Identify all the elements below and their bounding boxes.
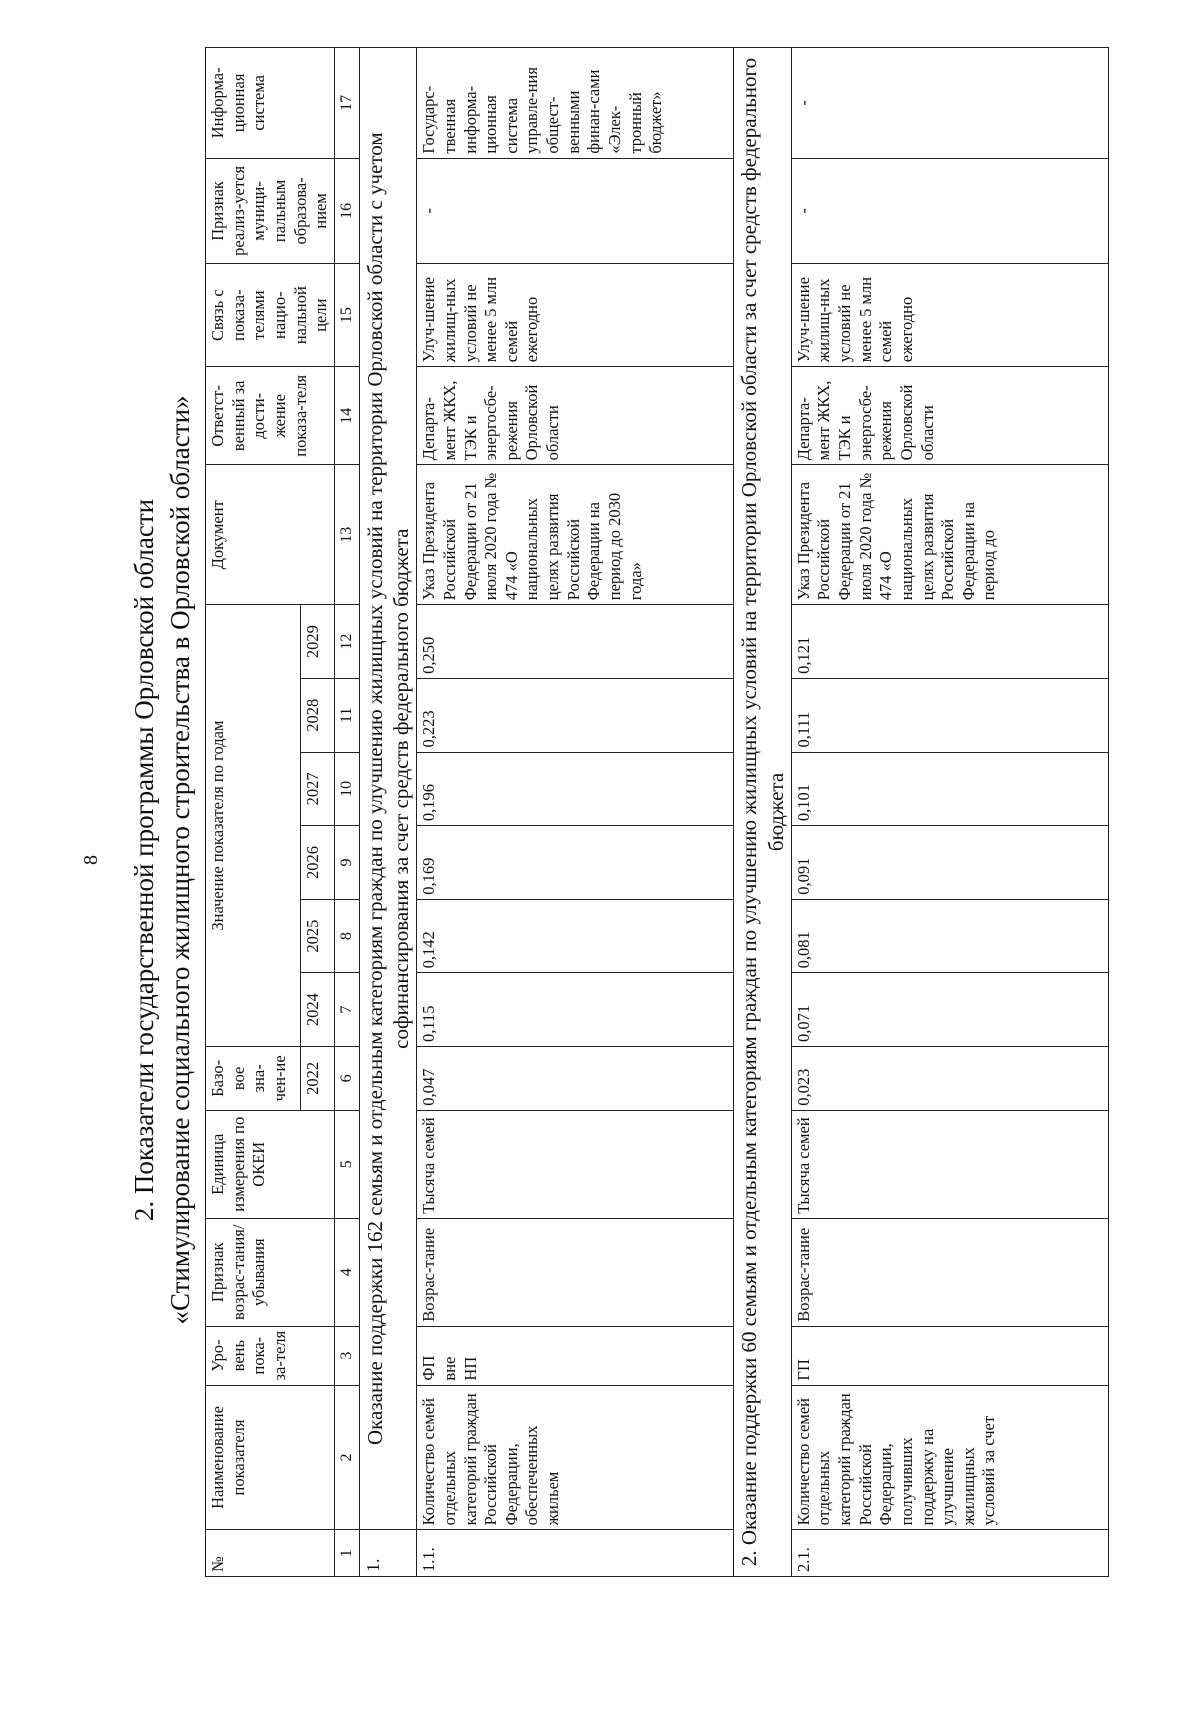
indicator-infosys: - <box>791 48 1108 159</box>
value-2029: 0,250 <box>417 605 734 679</box>
row-number: 2.1. <box>791 1530 1108 1577</box>
col-number: 17 <box>334 48 359 159</box>
header-trend: Признак возрас-тания/ убывания <box>206 1218 335 1326</box>
col-number: 8 <box>334 899 359 973</box>
col-number: 16 <box>334 158 359 264</box>
col-number: 11 <box>334 678 359 752</box>
indicator-trend: Возрас-тание <box>791 1218 1108 1326</box>
year-2026: 2026 <box>301 826 335 900</box>
indicator-unit: Тысяча семей <box>417 1110 734 1218</box>
header-name: Наименование показателя <box>206 1385 335 1530</box>
year-base: 2022 <box>301 1046 335 1110</box>
header-base: Базо-вое зна-чен-ие <box>206 1046 301 1110</box>
table-row-1-1 <box>417 48 734 1577</box>
col-number: 5 <box>334 1110 359 1218</box>
indicator-link: Улуч-шение жилищ-ных условий не менее 5 млн семей ежегодно <box>791 264 1108 367</box>
section-2-row <box>734 48 792 1577</box>
section-2-title: 2. Оказание поддержки 60 семьям и отдельным категориям граждан по улучшению жилищных условий на территории Орловской области за счет средств федерального бюджета <box>734 48 792 1577</box>
section-1-row <box>359 48 417 1577</box>
col-number: 6 <box>334 1046 359 1110</box>
header-municipal: Признак реализ-уется муници-пальным образова-нием <box>206 158 335 264</box>
value-2028: 0,223 <box>417 678 734 752</box>
header-responsible: Ответст-венный за дости-жение показа-теля <box>206 367 335 465</box>
header-document: Документ <box>206 465 335 605</box>
page-number: 8 <box>80 855 102 865</box>
year-2025: 2025 <box>301 899 335 973</box>
header-link: Связь с показа-телями нацио-нальной цели <box>206 264 335 367</box>
column-numbers-row <box>334 48 359 1577</box>
value-2025: 0,142 <box>417 899 734 973</box>
col-number: 15 <box>334 264 359 367</box>
indicator-trend: Возрас-тание <box>417 1218 734 1326</box>
indicator-infosys: Государс-твенная информа-ционная система управле-ния общест-венными финан-сами «Элек-тронный бюджет» <box>417 48 734 159</box>
section-1-number: 1. <box>359 1530 417 1577</box>
value-2026: 0,091 <box>791 826 1108 900</box>
indicator-name: Количество семей отдельных категорий граждан Российской Федерации, получивших поддержку на улучшение жилищных условий за счет <box>791 1385 1108 1530</box>
base-value: 0,023 <box>791 1046 1108 1110</box>
header-no: № <box>206 1530 335 1577</box>
header-level: Уро-вень пока-за-теля <box>206 1326 335 1385</box>
year-2024: 2024 <box>301 973 335 1047</box>
header-infosys: Информа-ционная система <box>206 48 335 159</box>
value-2028: 0,111 <box>791 678 1108 752</box>
indicator-document: Указ Президента Российской Федерации от 21 июля 2020 года № 474 «О национальных целях развития Российской Федерации на период до <box>791 465 1108 605</box>
program-name: «Стимулирование социального жилищного строительства в Орловской области» <box>165 395 195 1325</box>
indicator-level: ФП вне НП <box>417 1326 734 1385</box>
indicator-responsible: Департа-мент ЖКХ, ТЭК и энергосбе-режения Орловской области <box>791 367 1108 465</box>
indicator-municipal: - <box>791 158 1108 264</box>
header-row <box>206 48 301 1577</box>
indicators-table <box>205 47 1109 1577</box>
base-value: 0,047 <box>417 1046 734 1110</box>
header-unit: Единица измерения по ОКЕИ <box>206 1110 335 1218</box>
col-number: 12 <box>334 605 359 679</box>
row-number: 1.1. <box>417 1530 734 1577</box>
value-2024: 0,115 <box>417 973 734 1047</box>
col-number: 2 <box>334 1385 359 1530</box>
indicator-level: ГП <box>791 1326 1108 1385</box>
document-title: 2. Показатели государственной программы Орловской области <box>129 498 159 1222</box>
value-2026: 0,169 <box>417 826 734 900</box>
section-1-title: Оказание поддержки 162 семьям и отдельным категориям граждан по улучшению жилищных условий на территории Орловской области с учетом софинансирования за счет средств федерального бюджета <box>359 48 417 1530</box>
indicator-name: Количество семей отдельных категорий граждан Российской Федерации, обеспеченных жильем <box>417 1385 734 1530</box>
col-number: 14 <box>334 367 359 465</box>
table-row-2-1 <box>791 48 1108 1577</box>
value-2029: 0,121 <box>791 605 1108 679</box>
indicator-document: Указ Президента Российской Федерации от 21 июля 2020 года № 474 «О национальных целях развития Российской Федерации на период до 2030 года» <box>417 465 734 605</box>
col-number: 13 <box>334 465 359 605</box>
header-values-group: Значение показателя по годам <box>206 605 301 1047</box>
indicator-responsible: Департа-мент ЖКХ, ТЭК и энергосбе-режения Орловской области <box>417 367 734 465</box>
col-number: 10 <box>334 752 359 826</box>
year-2028: 2028 <box>301 678 335 752</box>
indicator-link: Улуч-шение жилищ-ных условий не менее 5 млн семей ежегодно <box>417 264 734 367</box>
col-number: 4 <box>334 1218 359 1326</box>
col-number: 9 <box>334 826 359 900</box>
year-2029: 2029 <box>301 605 335 679</box>
col-number: 7 <box>334 973 359 1047</box>
value-2027: 0,196 <box>417 752 734 826</box>
year-2027: 2027 <box>301 752 335 826</box>
value-2024: 0,071 <box>791 973 1108 1047</box>
value-2025: 0,081 <box>791 899 1108 973</box>
indicator-municipal: - <box>417 158 734 264</box>
indicator-unit: Тысяча семей <box>791 1110 1108 1218</box>
col-number: 3 <box>334 1326 359 1385</box>
col-number: 1 <box>334 1530 359 1577</box>
value-2027: 0,101 <box>791 752 1108 826</box>
